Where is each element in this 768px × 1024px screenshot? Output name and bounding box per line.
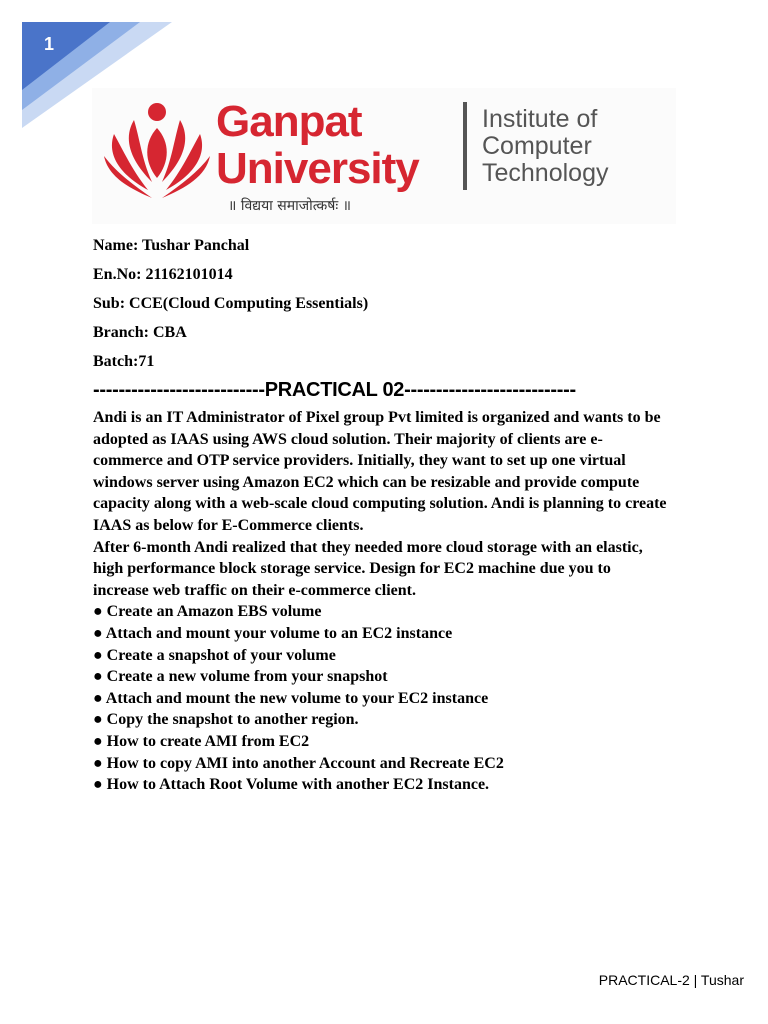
page-number: 1 xyxy=(44,34,55,54)
institute-name xyxy=(482,106,608,187)
university-name-line-2: University xyxy=(216,144,419,193)
problem-statement xyxy=(93,407,668,796)
student-name: Name: Tushar Panchal xyxy=(93,237,250,254)
list-item: ● Create a snapshot of your volume xyxy=(93,646,336,664)
university-name-line-1: Ganpat xyxy=(216,97,362,146)
institute-line-3: Technology xyxy=(482,159,609,187)
practical-heading: ---------------------------PRACTICAL 02--------------------------- xyxy=(93,379,576,401)
enrollment-number: En.No: 21162101014 xyxy=(93,266,233,283)
institute-line-1: Institute of xyxy=(482,105,598,133)
branch: Branch: CBA xyxy=(93,324,187,341)
list-item: ● Attach and mount your volume to an EC2 instance xyxy=(93,624,453,642)
list-item: ● How to copy AMI into another Account and Recreate EC2 xyxy=(93,754,504,772)
list-item: ● Create an Amazon EBS volume xyxy=(93,603,322,621)
university-logo xyxy=(92,88,676,224)
book-emblem-icon xyxy=(102,100,212,204)
page-footer: PRACTICAL-2 | Tushar xyxy=(598,972,744,988)
university-motto: ॥ विद्यया समाजोत्कर्षः ॥ xyxy=(228,198,352,214)
paragraph-scenario: Andi is an IT Administrator of Pixel group Pvt limited is organized and wants to be adopted as IAAS using AWS cloud solution. Their majority of clients are e-commerce and OTP service providers. Initially, they want to set up one virtual windows server using Amazon EC2 which can be resizable and provide compute capacity along with a web-scale cloud computing solution. Andi is planning to create IAAS as below for E-Commerce clients. xyxy=(93,409,667,534)
batch: Batch:71 xyxy=(93,353,155,370)
subject: Sub: CCE(Cloud Computing Essentials) xyxy=(93,295,369,312)
list-item: ● How to Attach Root Volume with another EC2 Instance. xyxy=(93,776,490,794)
list-item: ● Attach and mount the new volume to your EC2 instance xyxy=(93,689,489,707)
list-item: ● How to create AMI from EC2 xyxy=(93,732,310,750)
student-details xyxy=(93,231,368,376)
paragraph-storage-need: After 6-month Andi realized that they needed more cloud storage with an elastic, high performance block storage service. Design for EC2 machine due you to increase web traffic on their e-commerce client. xyxy=(93,538,643,599)
task-list xyxy=(93,601,668,795)
institute-line-2: Computer xyxy=(482,132,592,160)
logo-divider xyxy=(463,102,467,190)
list-item: ● Create a new volume from your snapshot xyxy=(93,668,388,686)
list-item: ● Copy the snapshot to another region. xyxy=(93,711,359,729)
university-name xyxy=(216,98,461,192)
